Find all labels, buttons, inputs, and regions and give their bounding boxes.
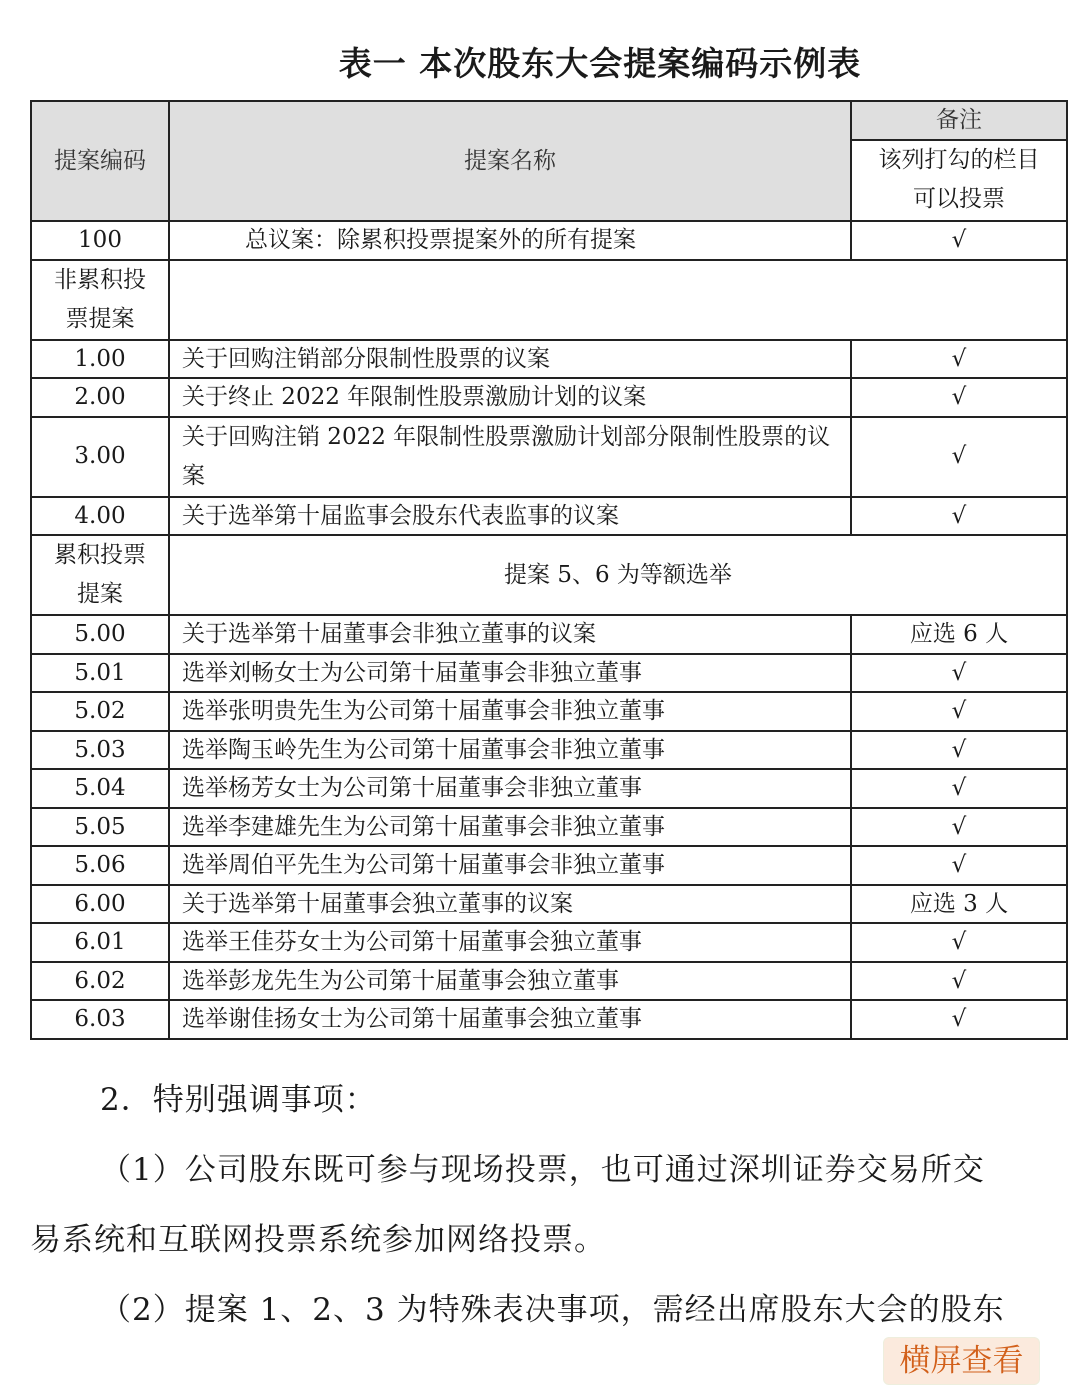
code-cell: 6.01 (31, 923, 169, 962)
code-cell: 100 (31, 221, 169, 260)
mark-cell: √ (851, 962, 1067, 1001)
mark-cell: √ (851, 654, 1067, 693)
code-cell: 5.03 (31, 731, 169, 770)
mark-cell: √ (851, 769, 1067, 808)
table-row (31, 340, 1067, 379)
code-cell: 6.00 (31, 885, 169, 924)
mark-cell: √ (851, 808, 1067, 847)
name-cell: 选举王佳芬女士为公司第十届董事会独立董事 (169, 923, 851, 962)
name-cell: 关于选举第十届董事会非独立董事的议案 (169, 615, 851, 654)
paragraph-1-line-2: 易系统和互联网投票系统参加网络投票。 (30, 1222, 606, 1258)
table-row (31, 731, 1067, 770)
empty-cell (169, 260, 1067, 340)
mark-cell: √ (851, 846, 1067, 885)
paragraph-2: （2）提案 1、2、3 为特殊表决事项，需经出席股东大会的股东 (100, 1292, 1005, 1328)
code-cell: 3.00 (31, 417, 169, 497)
table-row (31, 769, 1067, 808)
table-row (31, 378, 1067, 417)
mark-cell: √ (851, 731, 1067, 770)
name-cell: 选举李建雄先生为公司第十届董事会非独立董事 (169, 808, 851, 847)
table-row (31, 654, 1067, 693)
code-cell: 4.00 (31, 497, 169, 536)
name-cell: 选举刘畅女士为公司第十届董事会非独立董事 (169, 654, 851, 693)
mark-cell: √ (851, 378, 1067, 417)
mark-cell: √ (851, 497, 1067, 536)
noncumulative-label: 非累积投票提案 (31, 260, 169, 340)
code-cell: 5.04 (31, 769, 169, 808)
name-cell: 选举谢佳扬女士为公司第十届董事会独立董事 (169, 1000, 851, 1039)
table-row (31, 497, 1067, 536)
mark-cell: √ (851, 221, 1067, 260)
mark-cell: √ (851, 1000, 1067, 1039)
cumulative-note: 提案 5、6 为等额选举 (169, 535, 1067, 615)
name-cell: 选举彭龙先生为公司第十届董事会独立董事 (169, 962, 851, 1001)
table-title: 表一 本次股东大会提案编码示例表 (338, 44, 862, 83)
mark-cell: √ (851, 340, 1067, 379)
mark-cell: 应选 3 人 (851, 885, 1067, 924)
table-row (31, 417, 1067, 497)
name-cell: 选举张明贵先生为公司第十届董事会非独立董事 (169, 692, 851, 731)
code-cell: 5.00 (31, 615, 169, 654)
code-cell: 5.02 (31, 692, 169, 731)
header-note-sub: 该列打勾的栏目可以投票 (851, 140, 1067, 221)
header-name: 提案名称 (169, 101, 851, 221)
landscape-view-button[interactable]: 横屏查看 (883, 1337, 1040, 1385)
name-cell: 关于选举第十届监事会股东代表监事的议案 (169, 497, 851, 536)
mark-cell: √ (851, 417, 1067, 497)
mark-cell: √ (851, 692, 1067, 731)
code-cell: 5.06 (31, 846, 169, 885)
name-cell: 总议案：除累积投票提案外的所有提案 (169, 221, 851, 260)
code-cell: 2.00 (31, 378, 169, 417)
table-row (31, 846, 1067, 885)
code-cell: 1.00 (31, 340, 169, 379)
table-row (31, 885, 1067, 924)
paragraph-1-line-1: （1）公司股东既可参与现场投票，也可通过深圳证券交易所交 (100, 1152, 985, 1188)
cumulative-label: 累积投票提案 (31, 535, 169, 615)
table-row (31, 962, 1067, 1001)
name-cell: 选举杨芳女士为公司第十届董事会非独立董事 (169, 769, 851, 808)
table-row (31, 221, 1067, 260)
code-cell: 6.02 (31, 962, 169, 1001)
name-cell: 选举周伯平先生为公司第十届董事会非独立董事 (169, 846, 851, 885)
mark-cell: 应选 6 人 (851, 615, 1067, 654)
table-row (31, 692, 1067, 731)
mark-cell: √ (851, 923, 1067, 962)
name-cell: 关于回购注销 2022 年限制性股票激励计划部分限制性股票的议案 (169, 417, 851, 497)
table-row (31, 615, 1067, 654)
code-cell: 6.03 (31, 1000, 169, 1039)
header-note: 备注 (851, 101, 1067, 140)
table-row (31, 923, 1067, 962)
name-cell: 选举陶玉岭先生为公司第十届董事会非独立董事 (169, 731, 851, 770)
proposal-table (30, 100, 1068, 1040)
code-cell: 5.01 (31, 654, 169, 693)
section-heading: 2．特别强调事项： (100, 1082, 377, 1118)
name-cell: 关于终止 2022 年限制性股票激励计划的议案 (169, 378, 851, 417)
table-row (31, 808, 1067, 847)
name-cell: 关于选举第十届董事会独立董事的议案 (169, 885, 851, 924)
name-cell: 关于回购注销部分限制性股票的议案 (169, 340, 851, 379)
header-code: 提案编码 (31, 101, 169, 221)
code-cell: 5.05 (31, 808, 169, 847)
table-row (31, 1000, 1067, 1039)
